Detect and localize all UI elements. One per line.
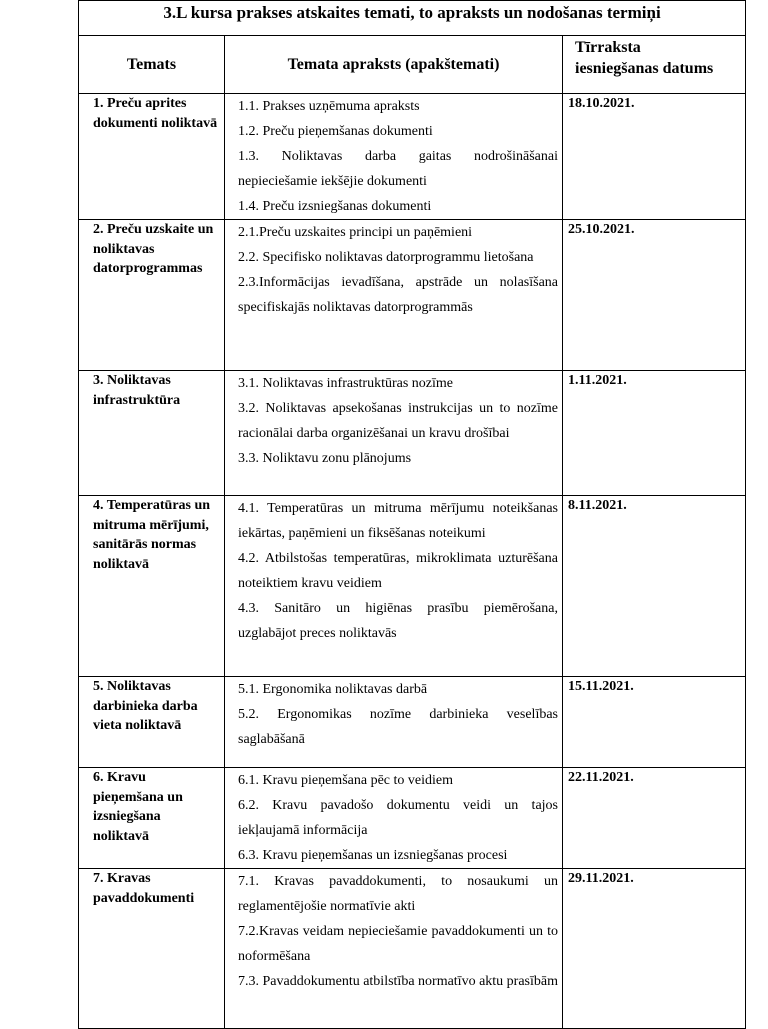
row-description (225, 496, 563, 677)
row-description (225, 768, 563, 869)
table-row (79, 869, 746, 1029)
row-topic: 1. Preču aprites dokumenti noliktavā (79, 94, 225, 220)
row-topic: 3. Noliktavas infrastruktūra (79, 371, 225, 496)
table-row (79, 496, 746, 677)
subtopic: 3.2. Noliktavas apsekošanas instrukcijas un to nozīme racionālai darba organizēšanai un kravu drošībai (238, 401, 558, 441)
row-date: 1.11.2021. (563, 371, 746, 496)
row-description (225, 220, 563, 371)
header-description: Temata apraksts (apakštemati) (225, 36, 563, 94)
table-row (79, 94, 746, 220)
header-topic: Temats (79, 36, 225, 94)
subtopic: 4.3. Sanitāro un higiēnas prasību piemērošana, uzglabājot preces noliktavās (238, 601, 558, 641)
subtopic: 5.1. Ergonomika noliktavas darbā (238, 682, 428, 697)
header-submission-date (563, 36, 746, 94)
row-date: 25.10.2021. (563, 220, 746, 371)
row-date: 29.11.2021. (563, 869, 746, 1029)
subtopic: 6.1. Kravu pieņemšana pēc to veidiem (238, 773, 453, 788)
table-title: 3.L kursa prakses atskaites temati, to apraksts un nodošanas termiņi (79, 1, 746, 36)
row-date: 15.11.2021. (563, 677, 746, 768)
subtopic: 4.2. Atbilstošas temperatūras, mikroklimata uzturēšana noteiktiem kravu veidiem (238, 551, 558, 591)
topics-table (78, 0, 746, 1029)
subtopic: 3.1. Noliktavas infrastruktūras nozīme (238, 376, 454, 391)
subtopic: 1.1. Prakses uzņēmuma apraksts (238, 99, 420, 114)
subtopic: 7.3. Pavaddokumentu atbilstība normatīvo aktu prasībām (238, 974, 558, 989)
subtopic: 5.2. Ergonomikas nozīme darbinieka veselības saglabāšanā (238, 707, 558, 747)
row-description (225, 677, 563, 768)
subtopic: 1.2. Preču pieņemšanas dokumenti (238, 124, 433, 139)
subtopic: 1.4. Preču izsniegšanas dokumenti (238, 199, 432, 214)
subtopic: 4.1. Temperatūras un mitruma mērījumu noteikšanas iekārtas, paņēmieni un fiksēšanas noteikumi (238, 501, 558, 541)
row-topic: 5. Noliktavas darbinieka darba vieta noliktavā (79, 677, 225, 768)
subtopic: 6.3. Kravu pieņemšanas un izsniegšanas procesi (238, 848, 508, 863)
table-row (79, 371, 746, 496)
row-date: 8.11.2021. (563, 496, 746, 677)
subtopic: 3.3. Noliktavu zonu plānojums (238, 451, 412, 466)
row-topic: 7. Kravas pavaddokumenti (79, 869, 225, 1029)
subtopic: 1.3. Noliktavas darba gaitas nodrošināšanai nepieciešamie iekšējie dokumenti (238, 149, 558, 189)
row-date: 22.11.2021. (563, 768, 746, 869)
subtopic: 2.1.Preču uzskaites principi un paņēmieni (238, 225, 473, 240)
header-date-line2: iesniegšanas datums (575, 60, 714, 77)
header-date-line1: Tīrraksta (575, 39, 641, 56)
row-description (225, 869, 563, 1029)
subtopic: 2.2. Specifisko noliktavas datorprogrammu lietošana (238, 250, 534, 265)
subtopic: 7.2.Kravas veidam nepieciešamie pavaddokumenti un to noformēšana (238, 924, 558, 964)
table-row (79, 677, 746, 768)
row-topic: 4. Temperatūras un mitruma mērījumi, sanitārās normas noliktavā (79, 496, 225, 677)
table-row (79, 768, 746, 869)
row-topic: 6. Kravu pieņemšana un izsniegšana noliktavā (79, 768, 225, 869)
row-topic: 2. Preču uzskaite un noliktavas datorprogrammas (79, 220, 225, 371)
subtopic: 6.2. Kravu pavadošo dokumentu veidi un tajos iekļaujamā informācija (238, 798, 558, 838)
subtopic: 2.3.Informācijas ievadīšana, apstrāde un nolasīšana specifiskajās noliktavas datorprogrammās (238, 275, 558, 315)
subtopic: 7.1. Kravas pavaddokumenti, to nosaukumi un reglamentējošie normatīvie akti (238, 874, 558, 914)
table-row (79, 220, 746, 371)
row-description (225, 94, 563, 220)
row-description (225, 371, 563, 496)
row-date: 18.10.2021. (563, 94, 746, 220)
